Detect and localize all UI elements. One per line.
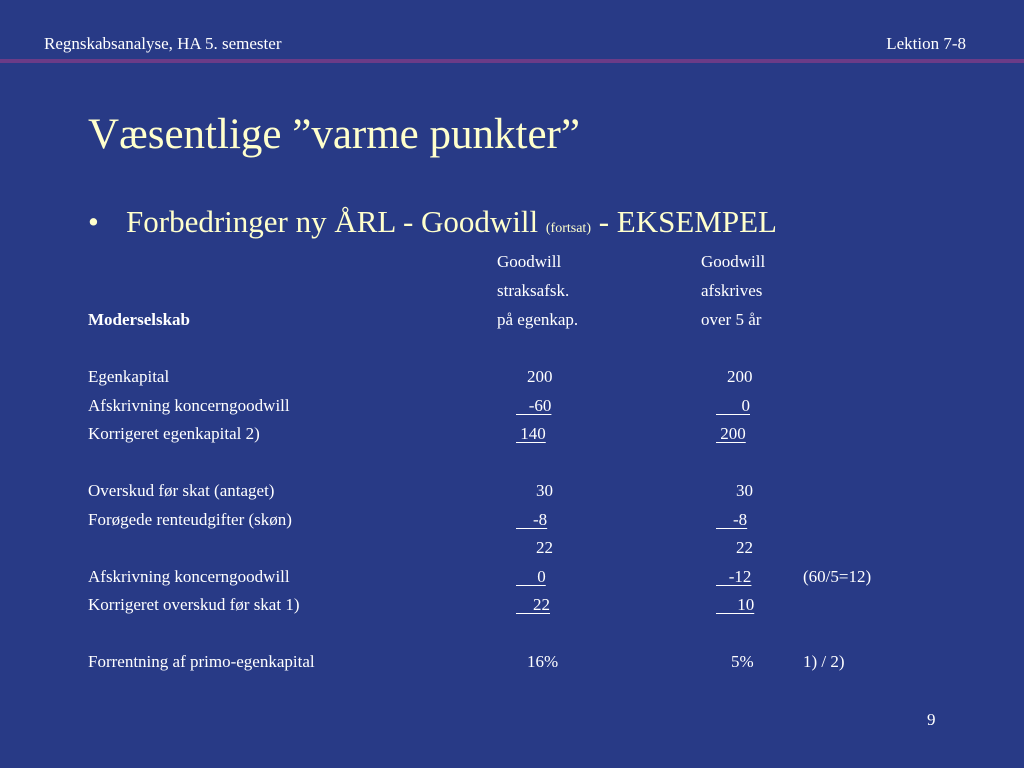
row-label: Korrigeret overskud før skat 1)	[88, 595, 300, 614]
col1-header-line3: på egenkap.	[497, 310, 579, 329]
row-value-col2: -12	[716, 567, 752, 586]
row-label: Afskrivning koncerngoodwill	[88, 567, 290, 586]
row-value-col2: 200	[716, 424, 746, 443]
row-value-col2: 22	[736, 538, 753, 557]
row-value-col1: 22	[516, 595, 550, 614]
bullet-point	[88, 204, 777, 240]
row-value-col2: -8	[716, 510, 748, 529]
row-value-col1: 140	[516, 424, 546, 443]
row-value-col2: 200	[727, 367, 753, 386]
row-value-col1: 0	[516, 567, 546, 586]
col2-header-line2: afskrives	[701, 281, 763, 300]
bullet-text: Forbedringer ny ÅRL - Goodwill	[126, 204, 539, 239]
row-value-col2: 10	[716, 595, 755, 614]
row-value-col1: 22	[536, 538, 553, 557]
row-label: Overskud før skat (antaget)	[88, 481, 275, 500]
bullet-small-text: (fortsat)	[545, 221, 591, 236]
row-value-col2: 30	[736, 481, 753, 500]
row-value-col1: 16%	[527, 652, 559, 671]
col1-header-line2: straksafsk.	[497, 281, 570, 300]
col2-header-line1: Goodwill	[701, 252, 766, 271]
row-value-col1: -60	[516, 396, 552, 415]
bullet-suffix: - EKSEMPEL	[598, 204, 777, 239]
bullet-marker: •	[88, 204, 99, 239]
row-label: Korrigeret egenkapital 2)	[88, 424, 260, 443]
row-value-col2: 0	[716, 396, 750, 415]
row-label: Egenkapital	[88, 367, 170, 386]
header-divider	[0, 59, 1024, 63]
row-value-col1: -8	[516, 510, 548, 529]
row-label: Forrentning af primo-egenkapital	[88, 652, 315, 671]
slide-title: Væsentlige ”varme punkter”	[88, 111, 580, 158]
row-value-col1: 200	[527, 367, 553, 386]
section-label: Moderselskab	[88, 310, 190, 329]
row-value-col1: 30	[536, 481, 553, 500]
row-note: 1) / 2)	[803, 652, 845, 671]
header-course: Regnskabsanalyse, HA 5. semester	[44, 34, 282, 53]
row-label: Forøgede renteudgifter (skøn)	[88, 510, 292, 529]
col1-header-line1: Goodwill	[497, 252, 562, 271]
col2-header-line3: over 5 år	[701, 310, 762, 329]
row-value-col2: 5%	[731, 652, 754, 671]
page-number: 9	[927, 710, 936, 729]
row-label: Afskrivning koncerngoodwill	[88, 396, 290, 415]
header-lesson: Lektion 7-8	[886, 34, 966, 53]
row-note: (60/5=12)	[803, 567, 872, 586]
